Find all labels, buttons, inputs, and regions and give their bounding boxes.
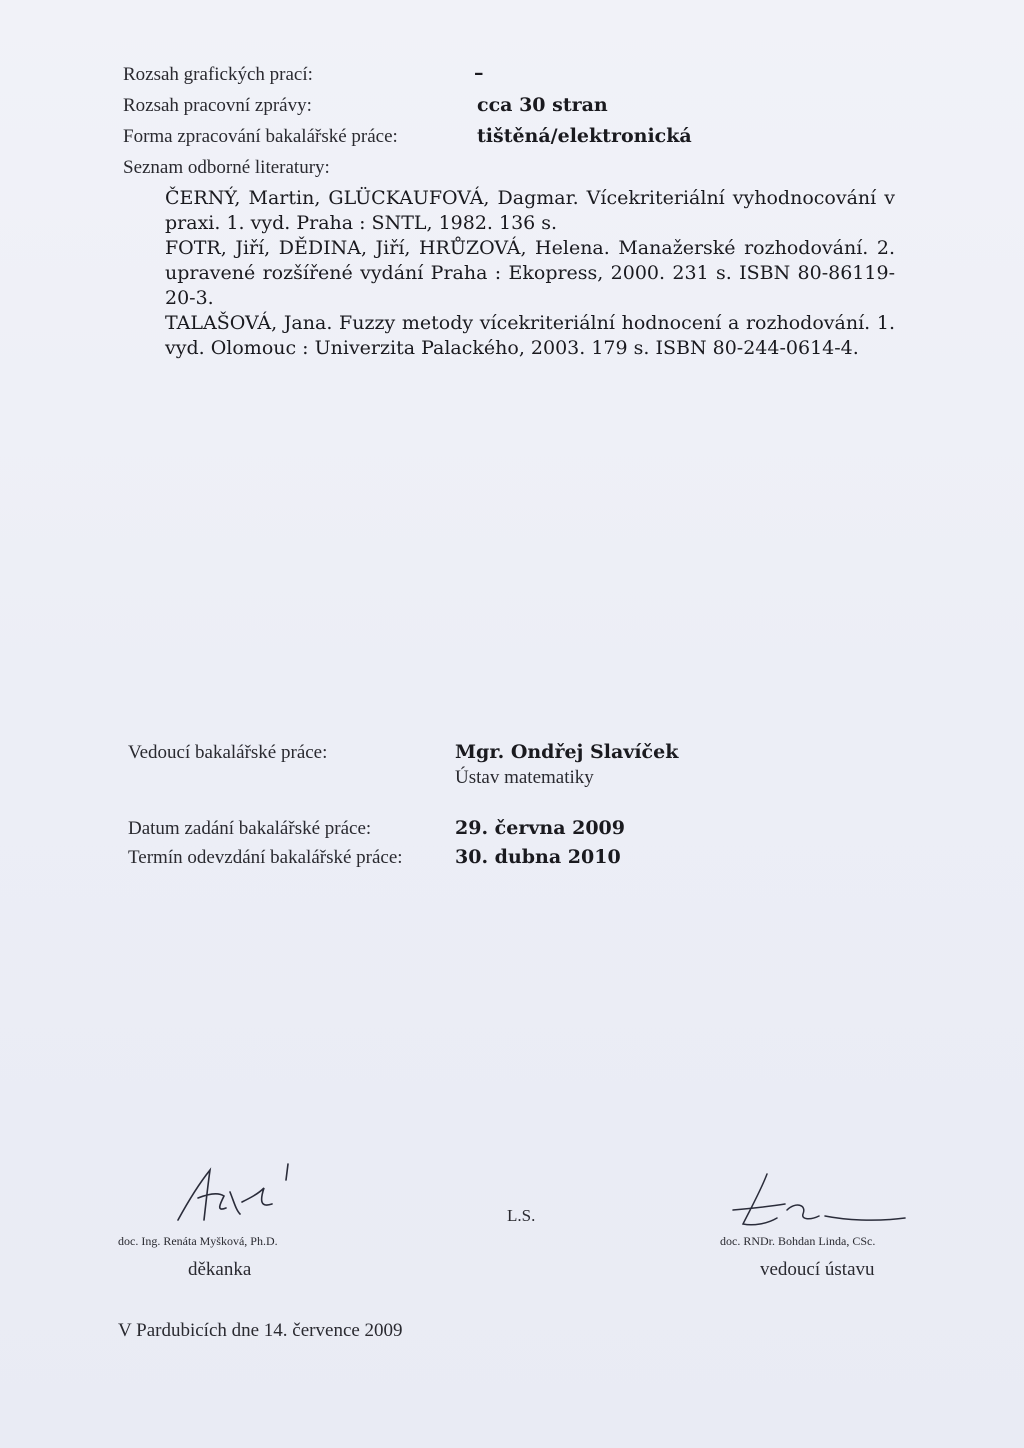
dean-signature-icon bbox=[168, 1158, 298, 1238]
head-role: vedoucí ústavu bbox=[760, 1259, 875, 1280]
graphic-works-value: – bbox=[474, 62, 484, 84]
supervisor-name: Mgr. Ondřej Slavíček bbox=[455, 741, 679, 763]
assigned-date-label: Datum zadání bakalářské práce: bbox=[128, 818, 372, 839]
graphic-works-label: Rozsah grafických prací: bbox=[123, 64, 313, 85]
form-label: Forma zpracování bakalářské práce: bbox=[123, 126, 398, 147]
seal-text: L.S. bbox=[507, 1206, 536, 1225]
report-scope-value: cca 30 stran bbox=[477, 94, 608, 116]
dean-role: děkanka bbox=[188, 1259, 252, 1280]
report-scope-label: Rozsah pracovní zprávy: bbox=[123, 95, 312, 116]
deadline-label: Termín odevzdání bakalářské práce: bbox=[128, 847, 403, 868]
form-value: tištěná/elektronická bbox=[477, 125, 692, 147]
assigned-date-value: 29. června 2009 bbox=[455, 817, 625, 839]
supervisor-label: Vedoucí bakalářské práce: bbox=[128, 742, 328, 763]
head-name: doc. RNDr. Bohdan Linda, CSc. bbox=[720, 1234, 876, 1248]
reference-list bbox=[165, 186, 895, 361]
place-date: V Pardubicích dne 14. července 2009 bbox=[118, 1320, 403, 1341]
reference-item: ČERNÝ, Martin, GLÜCKAUFOVÁ, Dagmar. Vícekriteriální vyhodnocování v praxi. 1. vyd. Praha : SNTL, 1982. 136 s. bbox=[165, 187, 895, 234]
reference-item: TALAŠOVÁ, Jana. Fuzzy metody vícekriteriální hodnocení a rozhodování. 1. vyd. Olomouc : Univerzita Palackého, 2003. 179 s. ISBN 80-244-0614-4. bbox=[165, 312, 895, 359]
supervisor-department: Ústav matematiky bbox=[455, 767, 594, 788]
literature-label: Seznam odborné literatury: bbox=[123, 157, 330, 178]
dean-name: doc. Ing. Renáta Myšková, Ph.D. bbox=[118, 1234, 278, 1248]
reference-item: FOTR, Jiří, DĚDINA, Jiří, HRŮZOVÁ, Helena. Manažerské rozhodování. 2. upravené rozšířené vydání Praha : Ekopress, 2000. 231 s. ISBN 80-86119-20-3. bbox=[165, 237, 895, 309]
deadline-value: 30. dubna 2010 bbox=[455, 846, 621, 868]
